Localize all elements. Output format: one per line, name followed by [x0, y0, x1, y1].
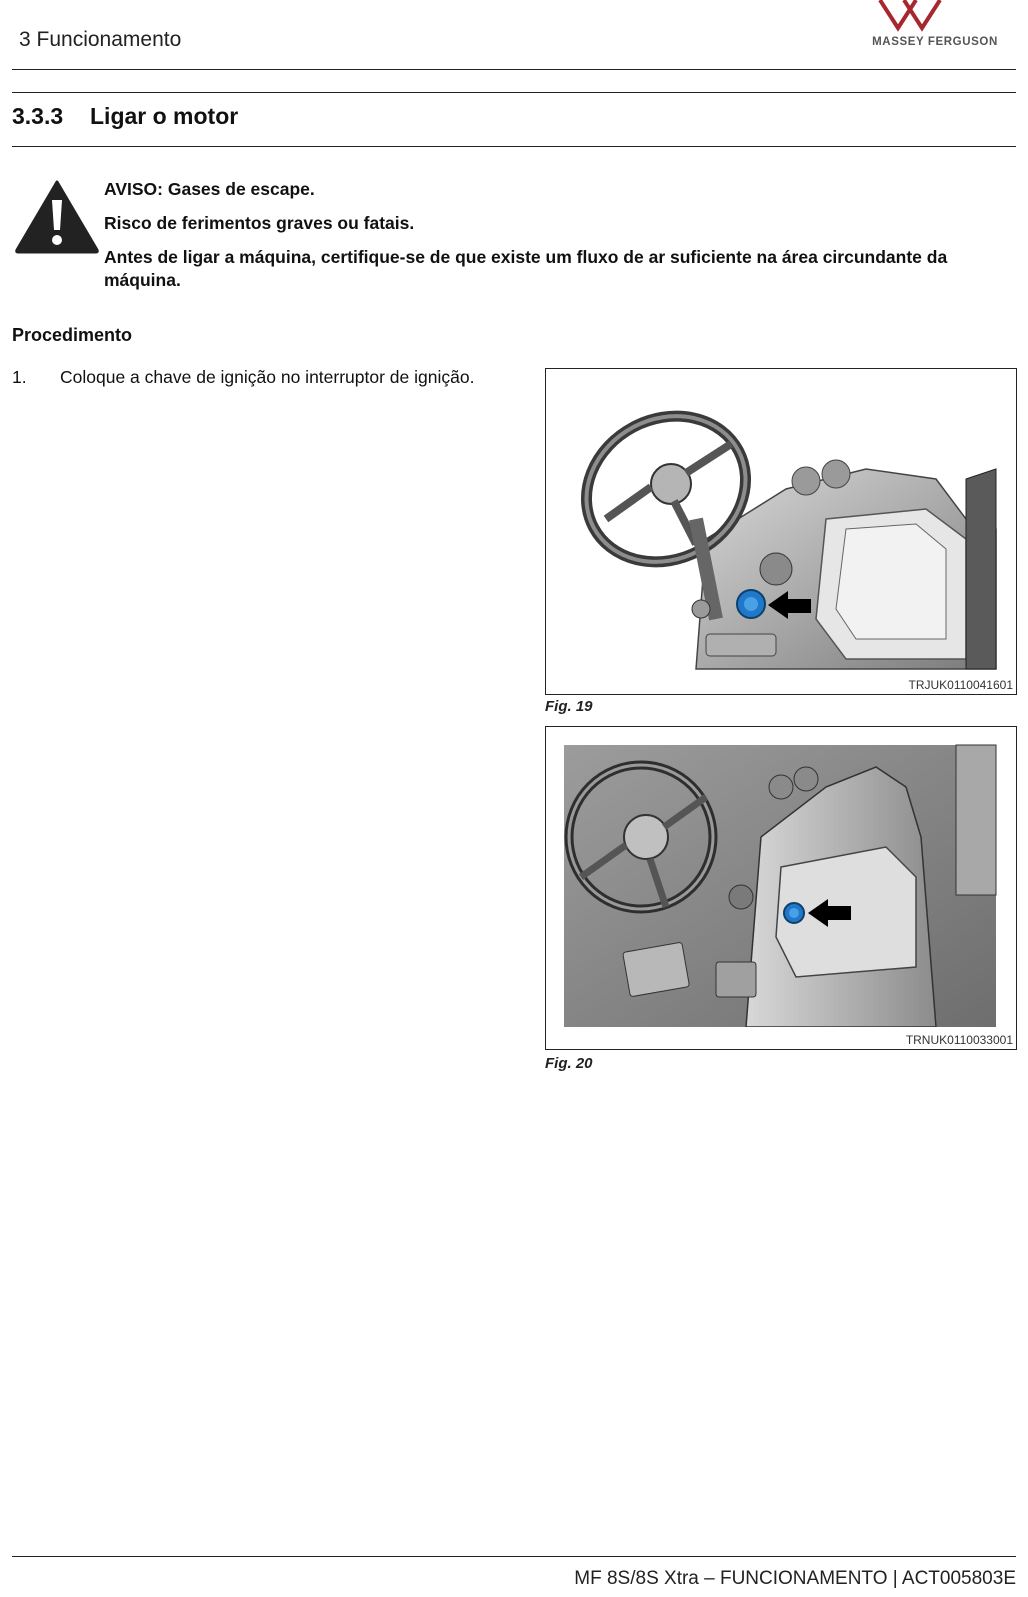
header-rule — [12, 69, 1016, 70]
logo-text: MASSEY FERGUSON — [872, 36, 998, 48]
figure-caption: Fig. 20 — [545, 1055, 593, 1072]
section-rule-bottom — [12, 146, 1016, 147]
step-text: Coloque a chave de ignição no interruptor de ignição. — [60, 367, 475, 387]
warning-risk: Risco de ferimentos graves ou fatais. — [104, 213, 415, 233]
footer-rule — [12, 1556, 1016, 1557]
warning-triangle-icon — [14, 178, 100, 254]
chapter-title: 3 Funcionamento — [19, 28, 182, 51]
figure-code: TRNUK0110033001 — [905, 1033, 1013, 1047]
figure-caption: Fig. 19 — [545, 698, 593, 715]
step-number: 1. — [12, 367, 27, 387]
section-rule-top — [12, 92, 1016, 93]
brand-logo — [860, 0, 1010, 56]
procedure-heading: Procedimento — [12, 325, 133, 345]
logo-triangles-icon — [860, 0, 1010, 34]
footer-text: MF 8S/8S Xtra – FUNCIONAMENTO | ACT005803E — [574, 1568, 1016, 1589]
warning-instruction: Antes de ligar a máquina, certifique-se de que existe um fluxo de ar suficiente na área circundante da máquina. — [104, 247, 948, 290]
figure-code: TRJUK0110041601 — [908, 678, 1013, 692]
section-number: 3.3.3 — [12, 103, 64, 129]
figure-20-image — [545, 726, 1017, 1050]
figure-19-image — [545, 368, 1017, 695]
tractor-cab-illustration — [546, 727, 1016, 1027]
tractor-cab-illustration — [546, 369, 1016, 674]
warning-title: AVISO: Gases de escape. — [104, 179, 315, 199]
section-title: Ligar o motor — [90, 103, 239, 129]
